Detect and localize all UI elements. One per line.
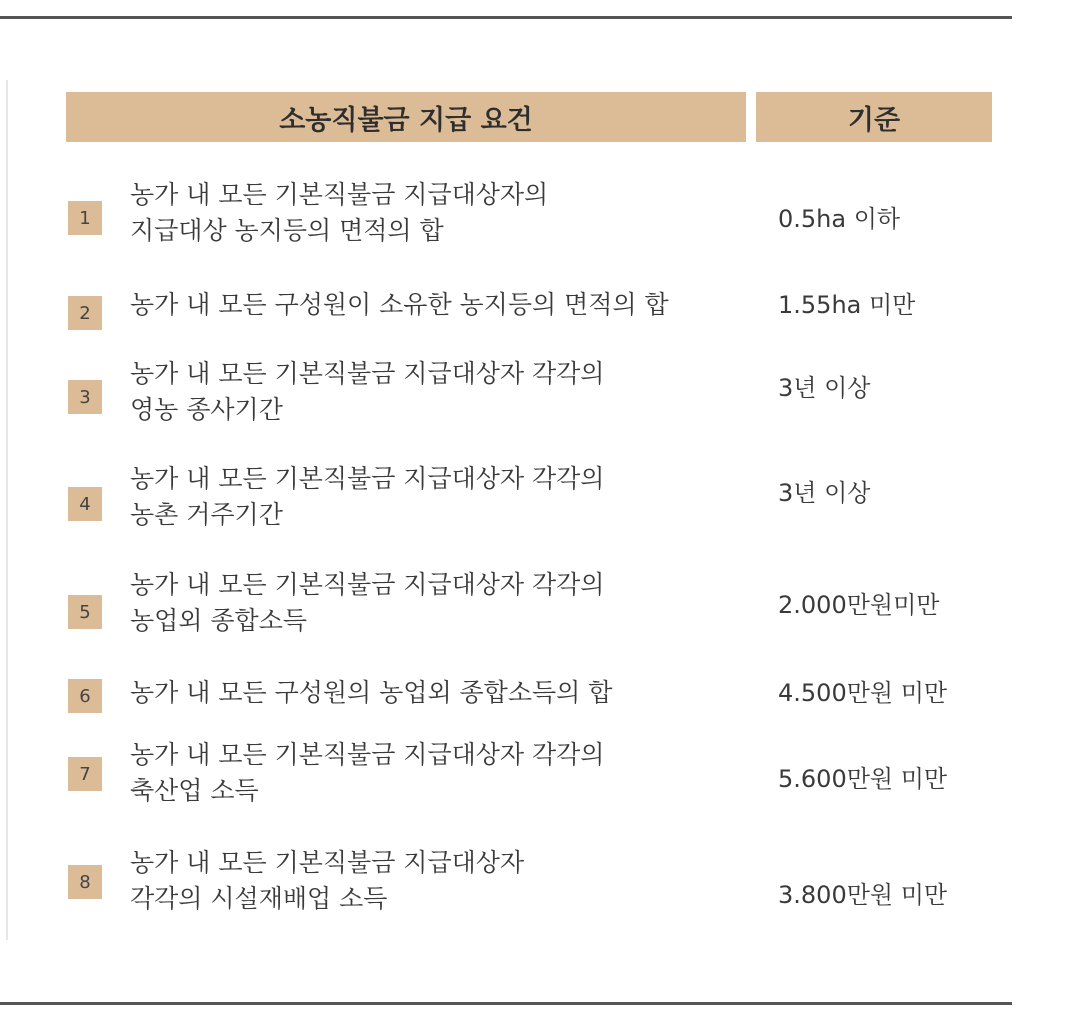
row-number-badge: 3 <box>68 380 102 414</box>
requirement-text <box>130 845 750 917</box>
row-number-badge: 8 <box>68 865 102 899</box>
requirement-line: 지급대상 농지등의 면적의 합 <box>130 216 444 245</box>
requirement-text <box>130 177 750 249</box>
standard-value: 0.5ha 이하 <box>778 205 901 233</box>
requirement-line: 영농 종사기간 <box>130 395 283 424</box>
row-number-badge: 4 <box>68 487 102 521</box>
header-standard: 기준 <box>756 92 992 142</box>
requirement-text <box>130 356 750 428</box>
header-requirement: 소농직불금 지급 요건 <box>66 92 746 142</box>
requirement-text <box>130 461 750 533</box>
requirement-line: 농가 내 모든 기본직불금 지급대상자 각각의 <box>130 570 605 599</box>
requirement-line: 축산업 소득 <box>130 776 259 805</box>
left-edge-line <box>6 80 8 940</box>
row-number-badge: 1 <box>68 201 102 235</box>
standard-value: 4.500만원 미만 <box>778 679 948 707</box>
requirement-line: 농업외 종합소득 <box>130 606 307 635</box>
row-number-badge: 5 <box>68 595 102 629</box>
requirement-text <box>130 287 750 323</box>
requirement-line: 농가 내 모든 기본직불금 지급대상자 각각의 <box>130 740 605 769</box>
requirement-text <box>130 675 750 711</box>
requirement-line: 농가 내 모든 구성원의 농업외 종합소득의 합 <box>130 678 613 707</box>
requirement-text <box>130 737 750 809</box>
requirement-line: 농가 내 모든 기본직불금 지급대상자 각각의 <box>130 464 605 493</box>
standard-value: 3년 이상 <box>778 479 871 507</box>
standard-value: 3년 이상 <box>778 374 871 402</box>
requirement-text <box>130 567 750 639</box>
standard-value: 1.55ha 미만 <box>778 291 916 319</box>
standard-value: 2.000만원미만 <box>778 591 940 619</box>
requirement-line: 농가 내 모든 기본직불금 지급대상자 <box>130 848 525 877</box>
bottom-rule <box>0 1002 1012 1005</box>
row-number-badge: 6 <box>68 679 102 713</box>
top-rule <box>0 16 1012 19</box>
requirement-line: 농가 내 모든 구성원이 소유한 농지등의 면적의 합 <box>130 290 669 319</box>
requirement-line: 농촌 거주기간 <box>130 500 283 529</box>
standard-value: 5.600만원 미만 <box>778 765 948 793</box>
row-number-badge: 7 <box>68 757 102 791</box>
requirement-line: 각각의 시설재배업 소득 <box>130 884 388 913</box>
requirement-line: 농가 내 모든 기본직불금 지급대상자의 <box>130 180 549 209</box>
row-number-badge: 2 <box>68 296 102 330</box>
standard-value: 3.800만원 미만 <box>778 881 948 909</box>
requirement-line: 농가 내 모든 기본직불금 지급대상자 각각의 <box>130 359 605 388</box>
